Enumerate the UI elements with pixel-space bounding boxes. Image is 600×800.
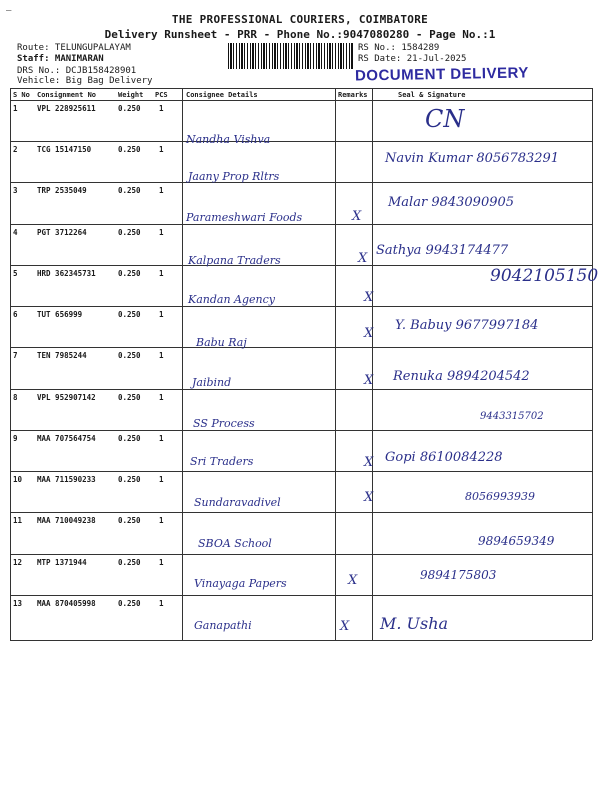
col-signature: Seal & Signature bbox=[398, 91, 466, 99]
row-consignee-handwritten: Kandan Agency bbox=[188, 293, 275, 306]
row-weight: 0.250 bbox=[118, 310, 141, 319]
row-separator bbox=[10, 512, 592, 513]
row-signature-handwritten: Renuka 9894204542 bbox=[393, 369, 530, 384]
barcode bbox=[228, 43, 353, 69]
table-header-border bbox=[10, 100, 592, 101]
row-signature-handwritten: CN bbox=[425, 105, 465, 133]
row-consignee-handwritten: Sri Traders bbox=[190, 455, 254, 468]
row-consignee-handwritten: Babu Raj bbox=[196, 336, 247, 349]
row-remark-mark: X bbox=[364, 326, 374, 341]
row-separator bbox=[10, 141, 592, 142]
row-weight: 0.250 bbox=[118, 516, 141, 525]
row-remark-mark: X bbox=[348, 573, 358, 588]
row-consignee-handwritten: Kalpana Traders bbox=[188, 254, 281, 267]
row-consignment: MAA 710049238 bbox=[37, 516, 96, 525]
row-pcs: 1 bbox=[159, 228, 164, 237]
row-consignee-handwritten: Vinayaga Papers bbox=[194, 577, 287, 590]
row-weight: 0.250 bbox=[118, 145, 141, 154]
vehicle-label: Vehicle: Big Bag Delivery bbox=[17, 76, 153, 86]
row-signature-handwritten: 9042105150 bbox=[490, 266, 599, 286]
row-consignment: TEN 7985244 bbox=[37, 351, 87, 360]
row-pcs: 1 bbox=[159, 393, 164, 402]
row-sno: 13 bbox=[13, 599, 23, 608]
row-consignment: VPL 228925611 bbox=[37, 104, 96, 113]
rs-number: RS No.: 1584289 bbox=[358, 43, 440, 53]
remarks-divider bbox=[335, 88, 336, 640]
row-consignment: MTP 1371944 bbox=[37, 558, 87, 567]
row-consignee-handwritten: SBOA School bbox=[198, 537, 272, 550]
row-weight: 0.250 bbox=[118, 599, 141, 608]
row-weight: 0.250 bbox=[118, 434, 141, 443]
drs-label: DRS No.: DCJB158428901 bbox=[17, 66, 137, 76]
row-signature-handwritten: 9443315702 bbox=[480, 411, 544, 422]
row-sno: 6 bbox=[13, 310, 18, 319]
row-consignee-handwritten: Sundaravadivel bbox=[194, 496, 281, 509]
table-top-border bbox=[10, 88, 592, 89]
rs-date: RS Date: 21-Jul-2025 bbox=[358, 54, 467, 64]
col-consignment: Consignment No bbox=[37, 91, 97, 99]
row-consignment: MAA 870405998 bbox=[37, 599, 96, 608]
row-consignment: MAA 711590233 bbox=[37, 475, 96, 484]
row-separator bbox=[10, 471, 592, 472]
row-pcs: 1 bbox=[159, 434, 164, 443]
row-signature-handwritten: M. Usha bbox=[380, 614, 449, 633]
route-label: Route: TELUNGUPALAYAM bbox=[17, 43, 131, 53]
row-signature-handwritten: 8056993939 bbox=[465, 490, 535, 503]
row-consignment: VPL 952907142 bbox=[37, 393, 96, 402]
row-consignee-handwritten: Jaany Prop Rltrs bbox=[188, 170, 280, 183]
row-consignment: TRP 2535049 bbox=[37, 186, 87, 195]
row-weight: 0.250 bbox=[118, 558, 141, 567]
row-sno: 11 bbox=[13, 516, 23, 525]
row-signature-handwritten: Malar 9843090905 bbox=[388, 195, 515, 210]
row-weight: 0.250 bbox=[118, 351, 141, 360]
row-weight: 0.250 bbox=[118, 104, 141, 113]
row-separator bbox=[10, 224, 592, 225]
row-consignment: TUT 656999 bbox=[37, 310, 83, 319]
row-weight: 0.250 bbox=[118, 475, 141, 484]
row-signature-handwritten: 9894659349 bbox=[478, 534, 555, 548]
row-consignee-handwritten: Jaibind bbox=[192, 376, 232, 389]
row-consignment: HRD 362345731 bbox=[37, 269, 96, 278]
col-remarks: Remarks bbox=[338, 91, 368, 99]
consignee-divider bbox=[182, 88, 183, 640]
row-signature-handwritten: 9894175803 bbox=[420, 568, 497, 582]
row-consignment: MAA 707564754 bbox=[37, 434, 96, 443]
row-weight: 0.250 bbox=[118, 186, 141, 195]
row-remark-mark: X bbox=[340, 619, 350, 634]
col-consignee: Consignee Details bbox=[186, 91, 258, 99]
row-consignee-handwritten: SS Process bbox=[193, 417, 255, 430]
row-pcs: 1 bbox=[159, 186, 164, 195]
corner-mark: — bbox=[6, 6, 12, 16]
row-sno: 2 bbox=[13, 145, 18, 154]
col-weight: Weight bbox=[118, 91, 144, 99]
row-sno: 3 bbox=[13, 186, 18, 195]
row-sno: 7 bbox=[13, 351, 18, 360]
row-signature-handwritten: Gopi 8610084228 bbox=[385, 450, 503, 465]
row-pcs: 1 bbox=[159, 145, 164, 154]
row-signature-handwritten: Y. Babuy 9677997184 bbox=[395, 318, 539, 333]
row-sno: 1 bbox=[13, 104, 18, 113]
col-pcs: PCS bbox=[155, 91, 168, 99]
row-pcs: 1 bbox=[159, 310, 164, 319]
row-separator bbox=[10, 595, 592, 596]
company-title: THE PROFESSIONAL COURIERS, COIMBATORE bbox=[171, 13, 429, 26]
row-sno: 4 bbox=[13, 228, 18, 237]
row-consignee-handwritten: Ganapathi bbox=[194, 619, 252, 632]
table-bottom-border bbox=[10, 640, 592, 641]
document-delivery-stamp: DOCUMENT DELIVERY bbox=[354, 64, 529, 85]
row-remark-mark: X bbox=[364, 490, 374, 505]
row-separator bbox=[10, 430, 592, 431]
signature-divider bbox=[372, 88, 373, 640]
row-pcs: 1 bbox=[159, 351, 164, 360]
row-sno: 5 bbox=[13, 269, 18, 278]
row-consignee-handwritten: Nandha Vishva bbox=[186, 133, 271, 146]
row-separator bbox=[10, 554, 592, 555]
row-sno: 12 bbox=[13, 558, 23, 567]
row-pcs: 1 bbox=[159, 475, 164, 484]
row-pcs: 1 bbox=[159, 269, 164, 278]
row-separator bbox=[10, 389, 592, 390]
table-left-border bbox=[10, 88, 11, 640]
row-separator bbox=[10, 347, 592, 348]
row-pcs: 1 bbox=[159, 104, 164, 113]
row-pcs: 1 bbox=[159, 599, 164, 608]
row-remark-mark: X bbox=[364, 455, 374, 470]
row-remark-mark: X bbox=[352, 209, 362, 224]
row-weight: 0.250 bbox=[118, 228, 141, 237]
row-separator bbox=[10, 182, 592, 183]
runsheet-subtitle: Delivery Runsheet - PRR - Phone No.:9047080280 - Page No.:1 bbox=[104, 28, 496, 41]
row-weight: 0.250 bbox=[118, 269, 141, 278]
col-sno: S No bbox=[13, 91, 30, 99]
row-sno: 8 bbox=[13, 393, 18, 402]
row-weight: 0.250 bbox=[118, 393, 141, 402]
row-consignment: TCG 15147150 bbox=[37, 145, 92, 154]
row-remark-mark: X bbox=[364, 373, 374, 388]
row-remark-mark: X bbox=[364, 290, 374, 305]
row-sno: 9 bbox=[13, 434, 18, 443]
row-signature-handwritten: Sathya 9943174477 bbox=[376, 243, 509, 258]
row-consignee-handwritten: Parameshwari Foods bbox=[186, 211, 303, 224]
row-consignment: PGT 3712264 bbox=[37, 228, 87, 237]
staff-label: Staff: MANIMARAN bbox=[17, 54, 104, 64]
row-signature-handwritten: Navin Kumar 8056783291 bbox=[385, 151, 560, 166]
row-separator bbox=[10, 306, 592, 307]
row-pcs: 1 bbox=[159, 516, 164, 525]
table-right-border bbox=[592, 88, 593, 640]
row-remark-mark: X bbox=[358, 251, 368, 266]
row-pcs: 1 bbox=[159, 558, 164, 567]
row-sno: 10 bbox=[13, 475, 23, 484]
